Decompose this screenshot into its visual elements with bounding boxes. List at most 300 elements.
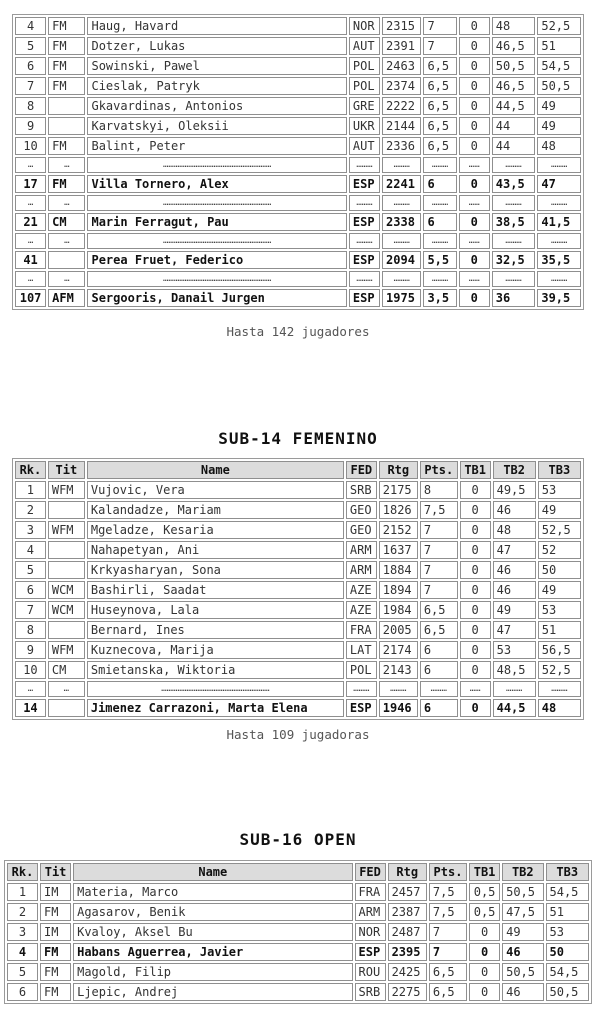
cell-federation: LAT [346, 641, 377, 659]
cell-player-name: Karvatskyi, Oleksii [87, 117, 346, 135]
cell-tb2: 50,5 [502, 883, 543, 901]
cell-rating: 2241 [382, 175, 421, 193]
cell-tb3: 54,5 [546, 883, 590, 901]
cell-rating: 2222 [382, 97, 421, 115]
cell-rank: 3 [15, 521, 46, 539]
cell-tb1: 0 [460, 601, 491, 619]
header-name: Name [87, 461, 344, 479]
table-row [7, 943, 589, 961]
cell-player-name: Vujovic, Vera [87, 481, 344, 499]
table-row [15, 37, 581, 55]
cell-points: 5,5 [423, 251, 456, 269]
cell-tb2: 50,5 [492, 57, 536, 75]
header-tb3: TB3 [546, 863, 590, 881]
cell-tb3: ……… [537, 157, 581, 173]
cell-federation: SRB [346, 481, 377, 499]
header-title: Tit [40, 863, 71, 881]
cell-points: 6,5 [420, 601, 458, 619]
cell-rank: 107 [15, 289, 46, 307]
table-row [15, 641, 581, 659]
cell-tb2: 47,5 [502, 903, 543, 921]
standings-table-top-body [15, 17, 581, 307]
cell-player-name: …………………………………………………… [87, 271, 346, 287]
table-row [15, 17, 581, 35]
cell-rank: 5 [7, 963, 38, 981]
cell-rank: 9 [15, 117, 46, 135]
cell-tb2: 46 [502, 983, 543, 1001]
standings-table-top [12, 14, 584, 310]
cell-points: 6,5 [429, 963, 467, 981]
cell-tb1: 0 [459, 77, 490, 95]
cell-tb2: ……… [492, 195, 536, 211]
cell-tb2: 46 [493, 561, 536, 579]
cell-tb2: 53 [493, 641, 536, 659]
cell-federation: ESP [349, 251, 380, 269]
cell-federation: ARM [355, 903, 386, 921]
cell-rank: 10 [15, 137, 46, 155]
cell-tb1: 0 [460, 521, 491, 539]
cell-tb2: 43,5 [492, 175, 536, 193]
cell-rating: 2463 [382, 57, 421, 75]
cell-title: FM [48, 77, 85, 95]
table-row [15, 77, 581, 95]
table-row [7, 903, 589, 921]
cell-federation: ESP [346, 699, 377, 717]
cell-points: 6,5 [423, 57, 456, 75]
section-title-sub16-open: SUB-16 OPEN [239, 830, 357, 849]
cell-player-name: Dotzer, Lukas [87, 37, 346, 55]
cell-tb2: 44 [492, 117, 536, 135]
cell-tb2: 48 [492, 17, 536, 35]
cell-player-name: …………………………………………………… [87, 195, 346, 211]
cell-federation: ARM [346, 561, 377, 579]
header-tb1: TB1 [469, 863, 500, 881]
section-title-sub14-femenino: SUB-14 FEMENINO [218, 429, 378, 448]
table-row [15, 97, 581, 115]
cell-player-name: Cieslak, Patryk [87, 77, 346, 95]
cell-rank: 3 [7, 923, 38, 941]
table-row [15, 561, 581, 579]
cell-tb3: 41,5 [537, 213, 581, 231]
cell-federation: POL [349, 77, 380, 95]
cell-tb2: ……… [492, 233, 536, 249]
cell-points: 6 [420, 661, 458, 679]
cell-rating: 2457 [388, 883, 427, 901]
cell-tb2: 44 [492, 137, 536, 155]
cell-title [48, 699, 85, 717]
header-federation: FED [346, 461, 377, 479]
cell-tb1: 0 [469, 963, 500, 981]
cell-title [48, 541, 85, 559]
cell-rank: 2 [15, 501, 46, 519]
cell-title: FM [40, 943, 71, 961]
cell-title: FM [40, 903, 71, 921]
table-row [15, 621, 581, 639]
cell-player-name: …………………………………………………… [87, 233, 346, 249]
cell-title: IM [40, 883, 71, 901]
cell-rank: 4 [15, 17, 46, 35]
cell-player-name: Kuznecova, Marija [87, 641, 344, 659]
header-title: Tit [48, 461, 85, 479]
cell-points: 8 [420, 481, 458, 499]
cell-rating: 1946 [379, 699, 418, 717]
cell-tb2: 32,5 [492, 251, 536, 269]
cell-points: 7 [429, 943, 467, 961]
cell-player-name: Huseynova, Lala [87, 601, 344, 619]
standings-table-header [7, 863, 589, 881]
cell-tb2: ……… [492, 157, 536, 173]
cell-points: 7 [420, 521, 458, 539]
cell-tb2: 47 [493, 621, 536, 639]
cell-title: WCM [48, 581, 85, 599]
cell-rank: 6 [15, 57, 46, 75]
cell-tb1: 0 [460, 501, 491, 519]
cell-rating: 2425 [388, 963, 427, 981]
cell-title: FM [48, 137, 85, 155]
cell-tb2: 50,5 [502, 963, 543, 981]
cell-rank: … [15, 271, 46, 287]
standings-table-header [15, 461, 581, 479]
cell-tb2: 44,5 [493, 699, 536, 717]
cell-title [48, 251, 85, 269]
cell-title: CM [48, 661, 85, 679]
cell-title [48, 97, 85, 115]
cell-player-name: Sowinski, Pawel [87, 57, 346, 75]
cell-title: FM [48, 175, 85, 193]
table-row [7, 923, 589, 941]
cell-federation: POL [349, 57, 380, 75]
cell-points: ……… [423, 271, 456, 287]
table-row [15, 117, 581, 135]
cell-title: IM [40, 923, 71, 941]
cell-federation: FRA [355, 883, 386, 901]
cell-player-name: …………………………………………………… [87, 681, 344, 697]
cell-title [48, 621, 85, 639]
table-row [15, 251, 581, 269]
cell-federation: AZE [346, 601, 377, 619]
cell-federation: ESP [355, 943, 386, 961]
cell-federation: ESP [349, 213, 380, 231]
cell-points: 6 [423, 175, 456, 193]
cell-tb3: ……… [537, 195, 581, 211]
cell-rating: 2152 [379, 521, 418, 539]
cell-federation: GRE [349, 97, 380, 115]
cell-rating: 1884 [379, 561, 418, 579]
cell-player-name: Gkavardinas, Antonios [87, 97, 346, 115]
cell-tb3: 53 [538, 601, 581, 619]
cell-rank: 8 [15, 97, 46, 115]
ellipsis-row [15, 681, 581, 697]
cell-rank: 1 [15, 481, 46, 499]
cell-rank: 6 [7, 983, 38, 1001]
cell-tb1: 0 [460, 541, 491, 559]
cell-rating: ……… [382, 271, 421, 287]
cell-federation: ARM [346, 541, 377, 559]
cell-rank: … [15, 157, 46, 173]
cell-title: FM [48, 37, 85, 55]
cell-player-name: Balint, Peter [87, 137, 346, 155]
cell-tb3: 39,5 [537, 289, 581, 307]
cell-tb1: …… [460, 681, 491, 697]
cell-tb2: 48,5 [493, 661, 536, 679]
cell-tb2: 36 [492, 289, 536, 307]
cell-player-name: Materia, Marco [73, 883, 352, 901]
cell-tb3: 49 [538, 501, 581, 519]
table-row [15, 175, 581, 193]
cell-federation: NOR [349, 17, 380, 35]
cell-rating: ……… [382, 157, 421, 173]
cell-rating: 1984 [379, 601, 418, 619]
cell-tb1: 0 [459, 57, 490, 75]
cell-tb1: 0 [460, 481, 491, 499]
cell-federation: ……… [346, 681, 377, 697]
cell-tb3: 56,5 [538, 641, 581, 659]
cell-rank: 6 [15, 581, 46, 599]
cell-tb3: 50,5 [537, 77, 581, 95]
cell-tb3: 52,5 [538, 661, 581, 679]
header-tb2: TB2 [502, 863, 543, 881]
cell-title: WFM [48, 481, 85, 499]
cell-player-name: Kvaloy, Aksel Bu [73, 923, 352, 941]
cell-federation: ……… [349, 233, 380, 249]
cell-tb2: 46 [502, 943, 543, 961]
cell-tb1: 0 [459, 289, 490, 307]
table-row [15, 57, 581, 75]
cell-tb1: 0 [459, 117, 490, 135]
cell-rank: 2 [7, 903, 38, 921]
cell-title: AFM [48, 289, 85, 307]
cell-tb1: 0 [459, 175, 490, 193]
table-row [15, 137, 581, 155]
cell-tb1: 0 [459, 137, 490, 155]
cell-rank: 4 [7, 943, 38, 961]
cell-player-name: Sergooris, Danail Jurgen [87, 289, 346, 307]
cell-rank: 7 [15, 601, 46, 619]
cell-tb1: 0 [459, 37, 490, 55]
cell-rating: 2391 [382, 37, 421, 55]
cell-tb2: 46,5 [492, 77, 536, 95]
cell-player-name: Smietanska, Wiktoria [87, 661, 344, 679]
table-row [15, 661, 581, 679]
cell-tb3: 50,5 [546, 983, 590, 1001]
cell-rating: ……… [382, 233, 421, 249]
cell-tb3: 52,5 [538, 521, 581, 539]
header-points: Pts. [420, 461, 458, 479]
cell-title: … [48, 681, 85, 697]
cell-federation: ……… [349, 195, 380, 211]
cell-points: 7 [420, 541, 458, 559]
cell-player-name: Villa Tornero, Alex [87, 175, 346, 193]
cell-title: … [48, 271, 85, 287]
cell-tb2: 38,5 [492, 213, 536, 231]
cell-federation: NOR [355, 923, 386, 941]
cell-tb1: 0 [460, 561, 491, 579]
cell-federation: ……… [349, 271, 380, 287]
cell-title: WFM [48, 641, 85, 659]
table-row [15, 541, 581, 559]
cell-tb3: 49 [538, 581, 581, 599]
cell-tb1: 0 [460, 699, 491, 717]
cell-rank: 5 [15, 37, 46, 55]
cell-player-name: Perea Fruet, Federico [87, 251, 346, 269]
header-tb1: TB1 [460, 461, 491, 479]
ellipsis-row [15, 233, 581, 249]
cell-player-name: Krkyasharyan, Sona [87, 561, 344, 579]
cell-tb1: 0,5 [469, 883, 500, 901]
cell-tb3: 54,5 [537, 57, 581, 75]
cell-tb3: 51 [546, 903, 590, 921]
table-row [7, 983, 589, 1001]
cell-tb2: 49 [493, 601, 536, 619]
cell-rank: 21 [15, 213, 46, 231]
cell-title: WFM [48, 521, 85, 539]
cell-title: FM [48, 57, 85, 75]
cell-federation: ……… [349, 157, 380, 173]
cell-tb1: 0 [460, 641, 491, 659]
cell-player-name: Agasarov, Benik [73, 903, 352, 921]
cell-tb3: 50 [546, 943, 590, 961]
header-tb2: TB2 [493, 461, 536, 479]
cell-rating: 2387 [388, 903, 427, 921]
cell-rating: 1826 [379, 501, 418, 519]
standings-table-sub14-body [15, 481, 581, 717]
cell-rating: 2144 [382, 117, 421, 135]
header-name: Name [73, 863, 352, 881]
cell-points: 7,5 [420, 501, 458, 519]
header-tb3: TB3 [538, 461, 581, 479]
cell-rating: 1894 [379, 581, 418, 599]
cell-rank: 1 [7, 883, 38, 901]
cell-points: 7,5 [429, 883, 467, 901]
cell-tb3: ……… [538, 681, 581, 697]
cell-player-name: Ljepic, Andrej [73, 983, 352, 1001]
cell-rank: … [15, 681, 46, 697]
cell-player-name: Magold, Filip [73, 963, 352, 981]
cell-points: 7 [423, 17, 456, 35]
cell-points: 6,5 [429, 983, 467, 1001]
cell-tb1: 0 [469, 943, 500, 961]
cell-points: 6 [420, 699, 458, 717]
cell-points: 7 [420, 561, 458, 579]
cell-tb3: 52 [538, 541, 581, 559]
cell-tb1: 0 [459, 213, 490, 231]
cell-title: CM [48, 213, 85, 231]
table-row [15, 699, 581, 717]
cell-rating: 1975 [382, 289, 421, 307]
standings-table-sub16-body [7, 883, 589, 1001]
cell-rating: 2315 [382, 17, 421, 35]
cell-tb3: 48 [537, 137, 581, 155]
cell-tb3: 35,5 [537, 251, 581, 269]
cell-rating: 1637 [379, 541, 418, 559]
cell-player-name: Mgeladze, Kesaria [87, 521, 344, 539]
cell-points: 6 [420, 641, 458, 659]
cell-rating: 2374 [382, 77, 421, 95]
cell-tb2: 46,5 [492, 37, 536, 55]
cell-tb1: 0 [459, 97, 490, 115]
cell-points: 6 [423, 213, 456, 231]
cell-player-name: Nahapetyan, Ani [87, 541, 344, 559]
cell-tb3: 49 [537, 117, 581, 135]
cell-rating: 2143 [379, 661, 418, 679]
cell-tb3: 54,5 [546, 963, 590, 981]
cell-rank: 41 [15, 251, 46, 269]
cell-title: FM [48, 17, 85, 35]
cell-title: FM [40, 963, 71, 981]
cell-player-name: Kalandadze, Mariam [87, 501, 344, 519]
cell-points: 6,5 [423, 97, 456, 115]
cell-tb3: 47 [537, 175, 581, 193]
cell-points: 6,5 [423, 137, 456, 155]
cell-tb2: ……… [492, 271, 536, 287]
cell-tb1: 0 [469, 983, 500, 1001]
cell-tb1: 0 [469, 923, 500, 941]
table-row [15, 481, 581, 499]
cell-tb1: …… [459, 195, 490, 211]
cell-player-name: Haug, Havard [87, 17, 346, 35]
cell-rating: ……… [379, 681, 418, 697]
cell-title: … [48, 233, 85, 249]
header-rank: Rk. [7, 863, 38, 881]
cell-points: ……… [423, 233, 456, 249]
cell-federation: AZE [346, 581, 377, 599]
header-rank: Rk. [15, 461, 46, 479]
cell-title: … [48, 157, 85, 173]
table-row [15, 601, 581, 619]
cell-rank: 7 [15, 77, 46, 95]
cell-tb1: 0,5 [469, 903, 500, 921]
cell-title [48, 561, 85, 579]
cell-player-name: Jimenez Carrazoni, Marta Elena [87, 699, 344, 717]
cell-tb3: 53 [546, 923, 590, 941]
cell-points: 7 [423, 37, 456, 55]
cell-federation: FRA [346, 621, 377, 639]
cell-rating: 2005 [379, 621, 418, 639]
standings-table-sub16-open [4, 860, 592, 1004]
cell-rating: 2395 [388, 943, 427, 961]
cell-tb3: 48 [538, 699, 581, 717]
header-rating: Rtg [379, 461, 418, 479]
cell-tb1: …… [459, 233, 490, 249]
cell-tb2: 49,5 [493, 481, 536, 499]
player-count-note: Hasta 109 jugadoras [226, 727, 370, 742]
cell-points: 7 [429, 923, 467, 941]
cell-tb1: 0 [459, 251, 490, 269]
cell-tb2: 47 [493, 541, 536, 559]
cell-tb1: …… [459, 271, 490, 287]
cell-tb1: 0 [460, 581, 491, 599]
cell-tb2: 44,5 [492, 97, 536, 115]
header-points: Pts. [429, 863, 467, 881]
cell-points: 7 [420, 581, 458, 599]
cell-tb3: 51 [538, 621, 581, 639]
standings-table-sub14-femenino [12, 458, 584, 720]
table-row [15, 581, 581, 599]
ellipsis-row [15, 195, 581, 211]
cell-tb2: 46 [493, 581, 536, 599]
table-row [15, 501, 581, 519]
cell-player-name: Bernard, Ines [87, 621, 344, 639]
cell-tb3: 51 [537, 37, 581, 55]
cell-player-name: …………………………………………………… [87, 157, 346, 173]
cell-tb1: …… [459, 157, 490, 173]
cell-tb3: 50 [538, 561, 581, 579]
cell-tb3: 49 [537, 97, 581, 115]
cell-title: … [48, 195, 85, 211]
cell-rank: 14 [15, 699, 46, 717]
cell-rank: 4 [15, 541, 46, 559]
cell-rating: ……… [382, 195, 421, 211]
